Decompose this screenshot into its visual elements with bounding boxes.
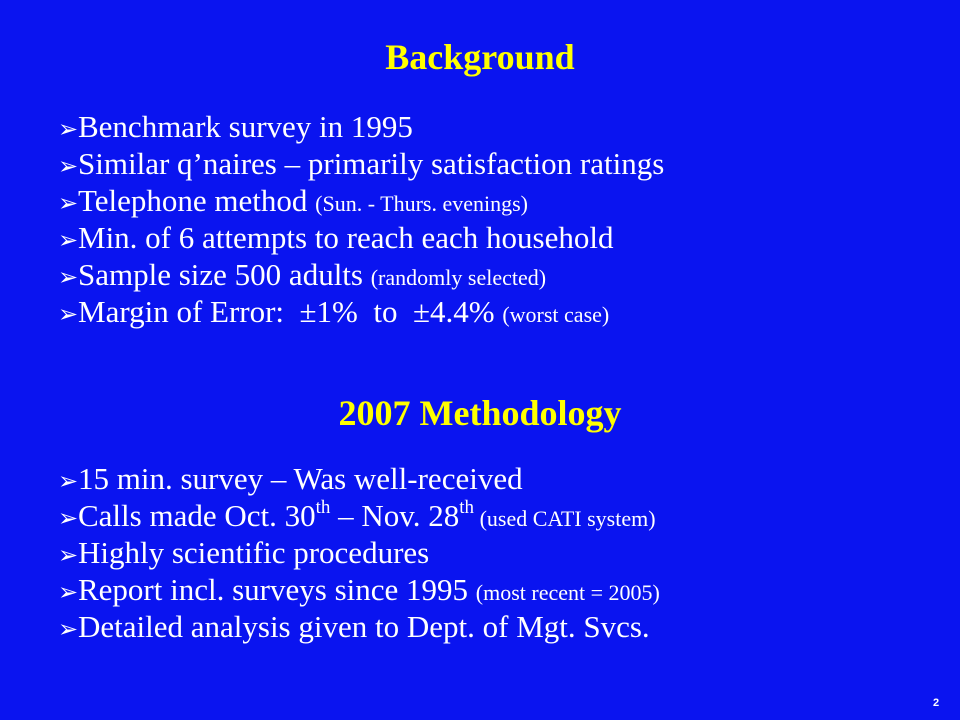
ordinal-suffix: th (315, 497, 331, 518)
list-item (58, 182, 664, 219)
arrow-bullet-icon: ➢ (58, 543, 79, 569)
bullet-text-part: Calls made Oct. 30 (78, 498, 316, 533)
list-item (58, 219, 664, 256)
bullet-text: Highly scientific procedures (78, 535, 430, 570)
list-item (58, 497, 660, 534)
bullet-text: Telephone method (78, 183, 316, 218)
bullet-text: Detailed analysis given to Dept. of Mgt. Svcs. (78, 609, 650, 644)
arrow-bullet-icon: ➢ (58, 154, 79, 180)
bullet-text: Sample size 500 adults (78, 257, 371, 292)
methodology-bullet-list (58, 460, 660, 645)
background-bullet-list (58, 108, 664, 330)
bullet-text: Benchmark survey in 1995 (78, 109, 413, 144)
page-number: 2 (933, 697, 940, 709)
arrow-bullet-icon: ➢ (58, 265, 79, 291)
bullet-note: (used CATI system) (474, 506, 656, 531)
bullet-text: 15 min. survey – Was well-received (78, 461, 523, 496)
bullet-text: Min. of 6 attempts to reach each household (78, 220, 614, 255)
arrow-bullet-icon: ➢ (58, 191, 79, 217)
bullet-text (78, 497, 474, 534)
list-item (58, 256, 664, 293)
arrow-bullet-icon: ➢ (58, 302, 79, 328)
arrow-bullet-icon: ➢ (58, 228, 79, 254)
list-item (58, 108, 664, 145)
bullet-text: Margin of Error: ±1% to ±4.4% (78, 294, 503, 329)
bullet-text: Similar q’naires – primarily satisfaction ratings (78, 146, 665, 181)
arrow-bullet-icon: ➢ (58, 117, 79, 143)
bullet-note: (most recent = 2005) (475, 580, 660, 605)
background-heading: Background (385, 37, 575, 77)
bullet-note: (randomly selected) (370, 265, 547, 290)
list-item (58, 460, 660, 497)
arrow-bullet-icon: ➢ (58, 580, 79, 606)
list-item (58, 608, 660, 645)
methodology-heading: 2007 Methodology (338, 393, 622, 433)
arrow-bullet-icon: ➢ (58, 469, 79, 495)
arrow-bullet-icon: ➢ (58, 506, 79, 532)
ordinal-suffix: th (459, 497, 475, 518)
bullet-text: Report incl. surveys since 1995 (78, 572, 476, 607)
arrow-bullet-icon: ➢ (58, 617, 79, 643)
list-item (58, 534, 660, 571)
list-item (58, 145, 664, 182)
list-item (58, 571, 660, 608)
list-item (58, 293, 664, 330)
bullet-note: (Sun. - Thurs. evenings) (315, 191, 529, 216)
bullet-note: (worst case) (502, 302, 610, 327)
bullet-text-part: – Nov. 28 (330, 498, 460, 533)
